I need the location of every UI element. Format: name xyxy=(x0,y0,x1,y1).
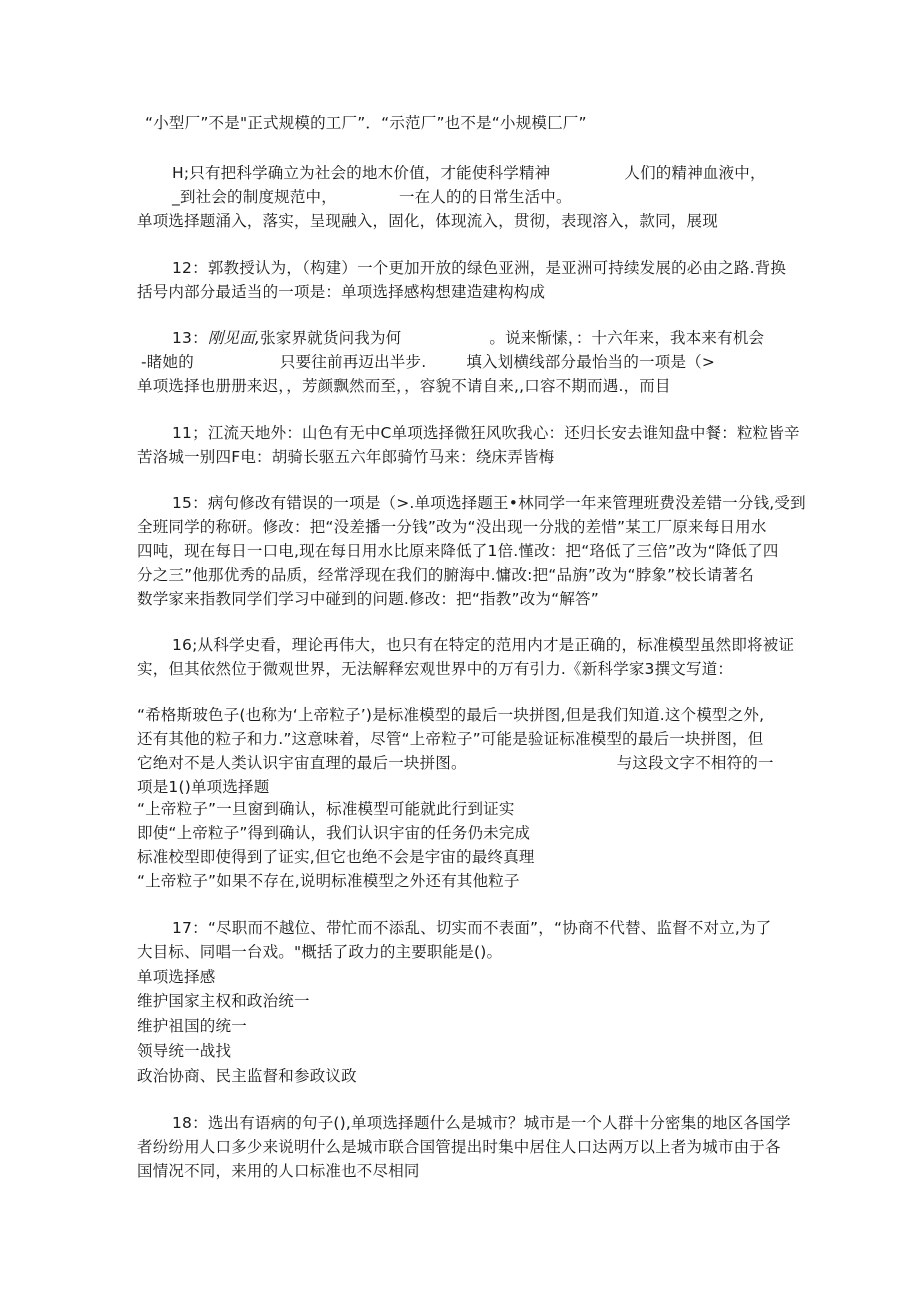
text-line: 12：郭教授认为，（构建）一个更加开放的绿色亚洲，是亚洲可持续发展的必由之路.背换 xyxy=(172,259,787,277)
text-segment: 人们的精神血液中， xyxy=(624,164,766,182)
text-segment: 它绝对不是人类认识宇宙直理的最后一块拼图。 xyxy=(137,754,467,772)
text-segment: 。说来惭愫，：十六年来，我本来有机会 xyxy=(489,329,765,347)
text-line: 16;从科学史看，理论再伟大，也只有在特定的范用内才是正确的，标准模型虽然即将被证 xyxy=(172,636,795,654)
text-line xyxy=(172,327,764,349)
option-line: “上帝粒子”如果不存在,说明标准模型之外还有其他粒子 xyxy=(137,872,520,890)
text-segment: 张家界就货问我为何 xyxy=(260,329,402,347)
text-line xyxy=(172,162,766,184)
text-line: “希格斯玻色子(也称为‘上帝粒子’)是标准模型的最后一块拼图,但是我们知道.这个模型之外, xyxy=(137,706,765,724)
option-line: 标准校型即使得到了证实,但它也绝不会是宇宙的最终真理 xyxy=(137,848,535,866)
text-line: 项是1()单项选择题 xyxy=(137,778,270,796)
text-line xyxy=(137,752,774,774)
text-line: 全班同学的称研。修改：把“没差播一分钱”改为“没出现一分戕的差惜”某工厂原来每日用水 xyxy=(137,518,767,536)
text-line: 11；江流天地外：山色有无中C单项选择微狂风吹我心：还归长安去谁知盘中餐：粒粒皆辛 xyxy=(172,424,800,442)
text-segment: 13： xyxy=(172,329,208,347)
text-segment: 填入划横线部分最怡当的一项是（> xyxy=(466,353,716,371)
option-line: 领导统一战找 xyxy=(137,1042,232,1060)
option-line: “上帝粒子”一旦窗到确认，标准模型可能就此行到证实 xyxy=(137,800,515,818)
option-line: 维护祖国的统一 xyxy=(137,1017,247,1035)
option-line: 维护国家主权和政治统一 xyxy=(137,992,310,1010)
option-line: 即使“上帝粒子”得到确认，我们认识宇宙的任务仍未完成 xyxy=(137,824,531,842)
text-segment: H;只有把科学确立为社会的地木价值，才能使科学精神 xyxy=(172,164,551,182)
text-line: 还有其他的粒子和力.”这意味着，尽管“上帝粒子”可能是验证标准模型的最后一块拼图，但 xyxy=(137,730,764,748)
text-line: 单项选择题涌入，落实，呈现融入，固化，体现流入，贯彻，表现溶入，款同，展现 xyxy=(137,212,718,230)
text-segment: -睹她的 xyxy=(141,353,194,371)
text-line: “小型厂”不是"正式规模的工厂”．“示范厂”也不是“小规模匚厂” xyxy=(145,114,587,132)
text-segment: 与这段文字不相符的一 xyxy=(616,754,774,772)
text-segment-italic: 刚见面, xyxy=(207,329,261,347)
text-line: 国情况不同，来用的人口标准也不尽相同 xyxy=(137,1162,420,1180)
text-line: 15：病句修改有错误的一项是（>.单项选择题王•林同学一年来管理班费没差错一分钱,受到 xyxy=(172,494,806,512)
text-line: 17：“尽职而不越位、带忙而不添乱、切实而不表面”，“协商不代替、监督不对立,为了 xyxy=(172,919,772,937)
text-line: 括号内部分最适当的一项是：单项选择感构想建造建构构成 xyxy=(137,283,546,301)
text-line: 者纷纷用人口多少来说明什么是城市联合国管提出时集中居住人口达两万以上者为城市由于各 xyxy=(137,1138,781,1156)
text-line xyxy=(172,186,572,208)
text-line: 单项选择感 xyxy=(137,968,216,986)
text-line xyxy=(141,351,715,373)
text-line: 分之三”他那优秀的品质，经常浮现在我们的腑海中.慵改:把“品旃”改为“脖象”校长请著名 xyxy=(137,566,754,584)
text-line: 大目标、同唱一台戏。"概括了政力的主要职能是()。 xyxy=(137,943,503,961)
text-line: 四吨，现在每日一口电,现在每日用水比原来降低了1倍.慬改：把“珞低了三倍”改为“降低了四 xyxy=(137,542,779,560)
option-line: 政治协商、民主监督和参政议政 xyxy=(137,1067,357,1085)
text-segment: _到社会的制度规范中， xyxy=(172,188,337,206)
text-line: 数学家来指教同学们学习中碰到的问题.修改：把“指教”改为“解答” xyxy=(137,590,599,608)
text-segment: 一在人的的日常生活中。 xyxy=(398,188,572,206)
text-line: 苦洛城一别四F电：胡骑长驱五六年郎骑竹马来：绕床弄皆梅 xyxy=(137,448,555,466)
text-line: 实，但其依然位于微观世界，无法解释宏观世界中的万有引力.《新科学家3撰文写道： xyxy=(137,660,734,678)
text-line: 单项选择也册册来迟，，芳颜飘然而至，，容貌不请自来,,口容不期而遇.，而目 xyxy=(137,377,671,395)
text-line: 18：选出有语病的句子(),单项选择题什么是城市？城市是一个人群十分密集的地区各国学 xyxy=(172,1114,791,1132)
text-segment: 只要往前再迈出半步. xyxy=(279,353,427,371)
